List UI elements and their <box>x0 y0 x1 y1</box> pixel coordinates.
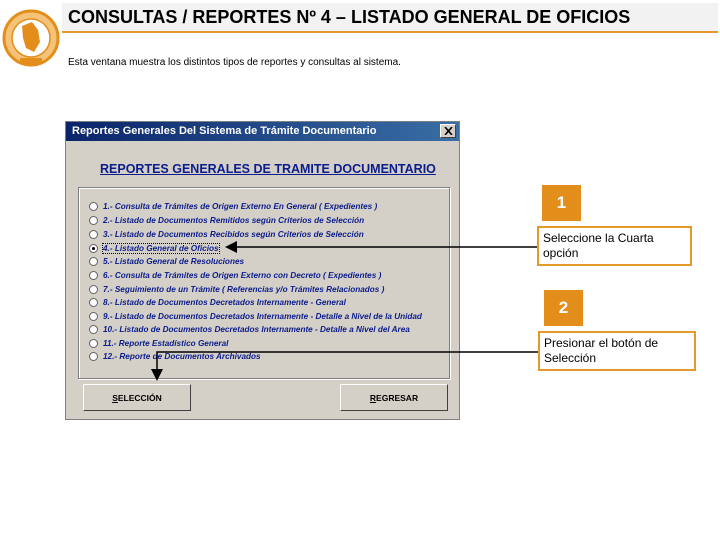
close-button[interactable] <box>440 124 456 138</box>
option-label: 2.- Listado de Documentos Remitidos según Criterios de Selección <box>103 216 365 225</box>
option-label: 6.- Consulta de Trámites de Origen Externo con Decreto ( Expedientes ) <box>103 271 382 280</box>
window-heading: REPORTES GENERALES DE TRAMITE DOCUMENTARIO <box>100 162 436 176</box>
back-button[interactable] <box>340 384 448 411</box>
report-option-9[interactable] <box>89 310 422 323</box>
option-label: 12.- Reporte de Documentos Archivados <box>103 352 261 361</box>
option-label: 10.- Listado de Documentos Decretados Internamente - Detalle a Nivel del Area <box>103 325 410 334</box>
report-option-3[interactable] <box>89 228 364 241</box>
option-label: 7.- Seguimiento de un Trámite ( Referencias y/o Trámites Relacionados ) <box>103 285 385 294</box>
radio-button[interactable] <box>89 257 98 266</box>
option-label: 8.- Listado de Documentos Decretados Internamente - General <box>103 298 346 307</box>
radio-button[interactable] <box>89 352 98 361</box>
page-subtitle: Esta ventana muestra los distintos tipos de reportes y consultas al sistema. <box>68 57 401 68</box>
back-button-label: REGRESAR <box>369 392 419 403</box>
report-option-12[interactable] <box>89 350 261 363</box>
radio-button[interactable] <box>89 325 98 334</box>
page-title-bar <box>62 3 718 33</box>
report-option-2[interactable] <box>89 214 364 227</box>
radio-button[interactable] <box>89 339 98 348</box>
report-option-5[interactable] <box>89 255 244 268</box>
report-option-1[interactable] <box>89 200 377 213</box>
radio-button[interactable] <box>89 285 98 294</box>
radio-button[interactable] <box>89 202 98 211</box>
report-option-6[interactable] <box>89 269 381 282</box>
step-badge-2: 2 <box>544 290 583 326</box>
option-label: 1.- Consulta de Trámites de Origen Externo En General ( Expedientes ) <box>103 202 378 211</box>
reports-window <box>65 121 460 420</box>
step-note-2: Presionar el botón de Selección <box>538 331 696 371</box>
report-option-7[interactable] <box>89 283 384 296</box>
option-label: 4.- Listado General de Oficios <box>103 244 219 253</box>
report-option-8[interactable] <box>89 296 346 309</box>
option-label: 5.- Listado General de Resoluciones <box>103 257 245 266</box>
radio-button[interactable] <box>89 216 98 225</box>
window-title: Reportes Generales Del Sistema de Trámite Documentario <box>72 125 377 137</box>
logo <box>2 0 60 76</box>
page-title: CONSULTAS / REPORTES Nº 4 – LISTADO GENERAL DE OFICIOS <box>68 7 631 27</box>
radio-button[interactable] <box>89 312 98 321</box>
step-note-1: Seleccione la Cuarta opción <box>537 226 692 266</box>
institution-seal-icon <box>2 0 60 76</box>
report-options-group <box>78 187 450 379</box>
report-option-4[interactable] <box>89 242 219 255</box>
radio-button[interactable] <box>89 298 98 307</box>
close-icon <box>444 127 453 135</box>
select-button[interactable] <box>83 384 191 411</box>
window-titlebar[interactable] <box>66 122 459 141</box>
report-option-11[interactable] <box>89 337 228 350</box>
radio-button-checked[interactable] <box>89 244 98 253</box>
option-label: 11.- Reporte Estadístico General <box>103 339 229 348</box>
step-badge-1: 1 <box>542 185 581 221</box>
radio-button[interactable] <box>89 271 98 280</box>
radio-button[interactable] <box>89 230 98 239</box>
report-option-10[interactable] <box>89 323 410 336</box>
option-label: 3.- Listado de Documentos Recibidos según Criterios de Selección <box>103 230 364 239</box>
select-button-label: SELECCIÓN <box>112 392 162 403</box>
option-label: 9.- Listado de Documentos Decretados Internamente - Detalle a Nivel de la Unidad <box>103 312 422 321</box>
